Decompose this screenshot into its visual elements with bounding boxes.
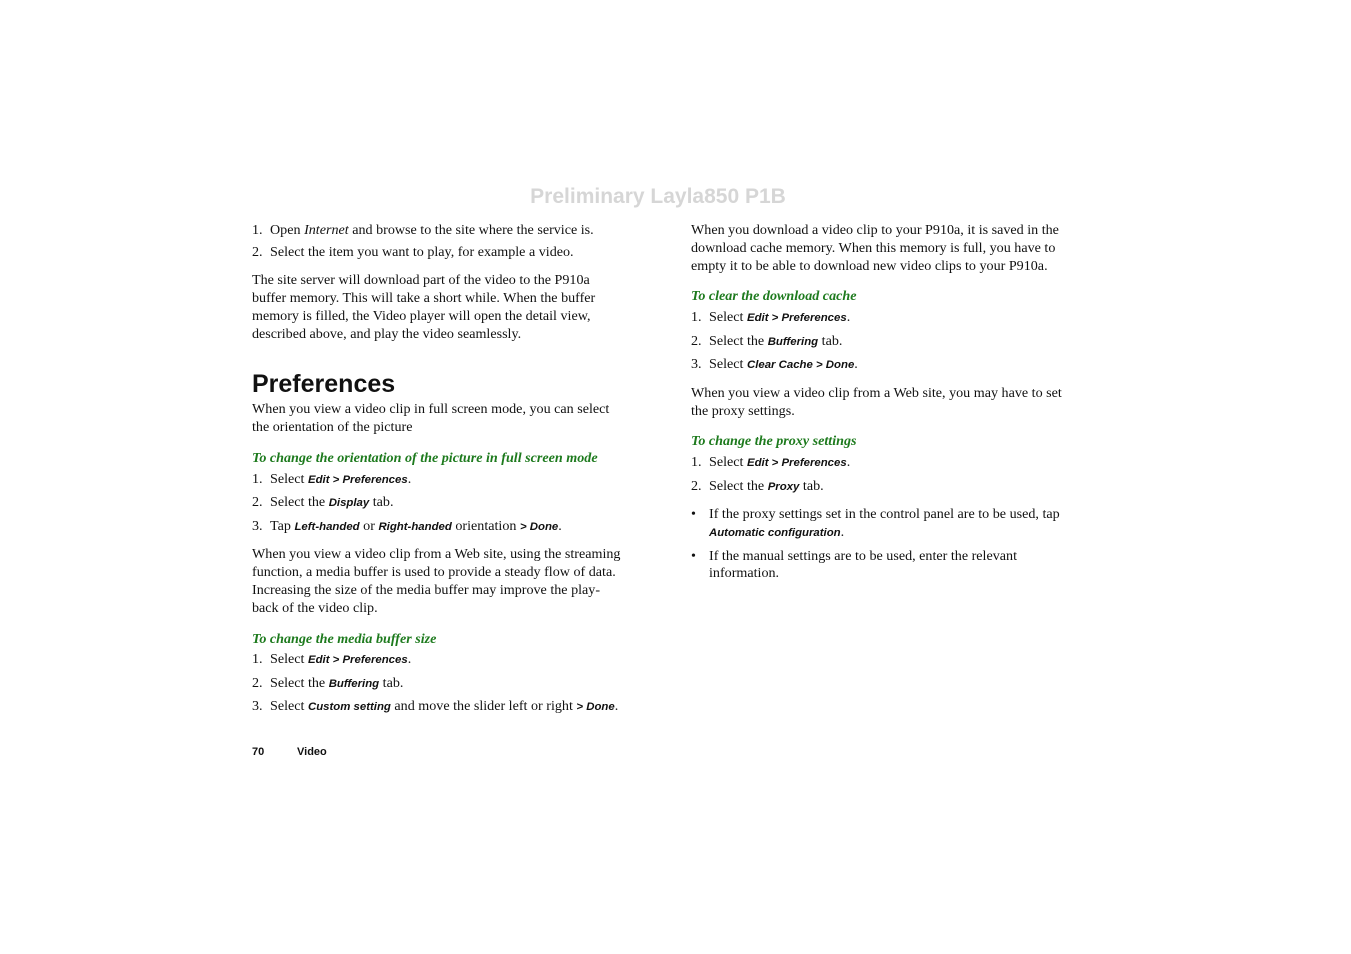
- ui-command: Proxy: [767, 480, 800, 493]
- step-number: 2.: [691, 477, 702, 494]
- step-text: orientation: [451, 517, 520, 534]
- step-text: .: [558, 517, 562, 534]
- ui-command: Clear Cache > Done: [746, 358, 855, 371]
- paragraph: When you download a video clip to your P910a, it is saved in the download cache memory. When this memory is full, you have to empty it to be able to download new video clips to your P910a.: [691, 222, 1059, 274]
- footer-section-title: Video: [297, 746, 327, 758]
- subheading: To change the proxy settings: [691, 433, 857, 450]
- step-text: Select: [709, 454, 747, 471]
- step-text: Select the: [270, 494, 329, 511]
- ui-command: Buffering: [767, 335, 819, 348]
- step-number: 1.: [252, 470, 263, 487]
- list-item: [252, 518, 624, 537]
- step-number: 1.: [691, 309, 702, 326]
- step-number: 2.: [691, 332, 702, 349]
- step-number: 2.: [252, 244, 263, 261]
- steps-buffer-size: [252, 651, 624, 717]
- list-item: [252, 651, 624, 670]
- ui-command: Edit > Preferences: [307, 473, 408, 486]
- step-text: .: [854, 355, 858, 372]
- step-text: Select: [709, 355, 747, 372]
- paragraph: When you view a video clip from a Web site, using the streaming function, a media buffer is used to provide a steady flow of data. Increasing the size of the media buffer may improve the play-back of the video clip.: [252, 546, 621, 616]
- list-item: [252, 675, 624, 694]
- step-text: .: [846, 309, 851, 326]
- list-item: [691, 454, 1063, 473]
- step-text: .: [614, 698, 619, 715]
- paragraph: The site server will download part of the video to the P910a buffer memory. This will take a short while. When the buffer memory is filled, the Video player will open the detail view, described above, and play the video seamlessly.: [252, 272, 596, 342]
- left-column: [252, 222, 624, 722]
- steps-open-service: [252, 222, 624, 262]
- step-number: 3.: [252, 698, 263, 715]
- app-name: Internet: [304, 222, 349, 238]
- bullet-text: If the manual settings are to be used, enter the relevant information.: [709, 547, 1017, 582]
- step-text: .: [407, 470, 412, 487]
- list-item: [691, 309, 1063, 328]
- ui-command: Right-handed: [378, 520, 452, 533]
- step-text: tab.: [818, 332, 843, 349]
- step-number: 3.: [691, 355, 702, 372]
- list-item: [252, 494, 624, 513]
- step-text: Open: [270, 222, 305, 238]
- list-item: [252, 222, 624, 240]
- step-text: Select the: [709, 477, 768, 494]
- step-text: tab.: [799, 477, 824, 494]
- bullet-text: If the proxy settings set in the control panel are to be used, tap: [709, 506, 1060, 523]
- step-number: 2.: [252, 494, 263, 511]
- step-text: Select: [270, 651, 308, 668]
- ui-command: > Done: [576, 701, 615, 714]
- step-text: Select the: [709, 332, 768, 349]
- step-text: Select the: [270, 674, 329, 691]
- steps-clear-cache: [691, 309, 1063, 375]
- watermark: Preliminary Layla850 P1B: [530, 185, 786, 208]
- list-item: [252, 471, 624, 490]
- ui-command: Left-handed: [294, 520, 360, 533]
- ui-command: > Done: [519, 520, 559, 533]
- step-number: 1.: [252, 222, 263, 238]
- steps-orientation: [252, 471, 624, 537]
- step-text: or: [359, 517, 379, 534]
- step-number: 2.: [252, 674, 263, 691]
- bullet-text: .: [840, 524, 845, 541]
- ui-command: Buffering: [328, 677, 380, 690]
- page-footer: [252, 746, 327, 758]
- list-item: [691, 506, 1063, 543]
- bullet-icon: •: [691, 547, 696, 564]
- step-text: tab.: [369, 494, 394, 511]
- ui-command: Edit > Preferences: [307, 654, 408, 667]
- step-text: .: [846, 454, 851, 471]
- step-text: .: [407, 651, 412, 668]
- list-item: [691, 333, 1063, 352]
- step-text: Select: [270, 698, 308, 715]
- subheading: To change the orientation of the picture in full screen mode: [252, 449, 598, 466]
- step-number: 3.: [252, 517, 263, 534]
- ui-command: Custom setting: [307, 701, 391, 714]
- subheading: To change the media buffer size: [252, 630, 437, 647]
- proxy-bullets: [691, 506, 1063, 583]
- list-item: [252, 244, 624, 262]
- step-text: Tap: [270, 517, 295, 534]
- step-text: Select: [270, 470, 308, 487]
- step-text: Select the item you want to play, for example a video.: [270, 244, 574, 261]
- page-number: 70: [252, 746, 265, 758]
- steps-proxy: [691, 454, 1063, 496]
- right-column: [691, 222, 1063, 588]
- step-text: tab.: [379, 674, 404, 691]
- subheading: To clear the download cache: [691, 288, 857, 305]
- step-text: and browse to the site where the service is.: [348, 222, 594, 238]
- step-text: and move the slider left or right: [390, 698, 577, 715]
- bullet-icon: •: [691, 506, 696, 523]
- step-number: 1.: [252, 651, 263, 668]
- list-item: [691, 356, 1063, 375]
- ui-command: Automatic configuration: [709, 527, 841, 540]
- step-text: Select: [709, 309, 747, 326]
- ui-command: Edit > Preferences: [746, 312, 847, 325]
- ui-command: Edit > Preferences: [746, 457, 847, 470]
- paragraph: When you view a video clip in full screen mode, you can select the orientation of the picture: [252, 401, 610, 436]
- list-item: [252, 698, 624, 717]
- list-item: [691, 548, 1063, 584]
- ui-command: Display: [328, 497, 370, 510]
- list-item: [691, 478, 1063, 497]
- paragraph: When you view a video clip from a Web site, you may have to set the proxy settings.: [691, 384, 1062, 419]
- section-heading: Preferences: [252, 370, 396, 399]
- step-number: 1.: [691, 454, 702, 471]
